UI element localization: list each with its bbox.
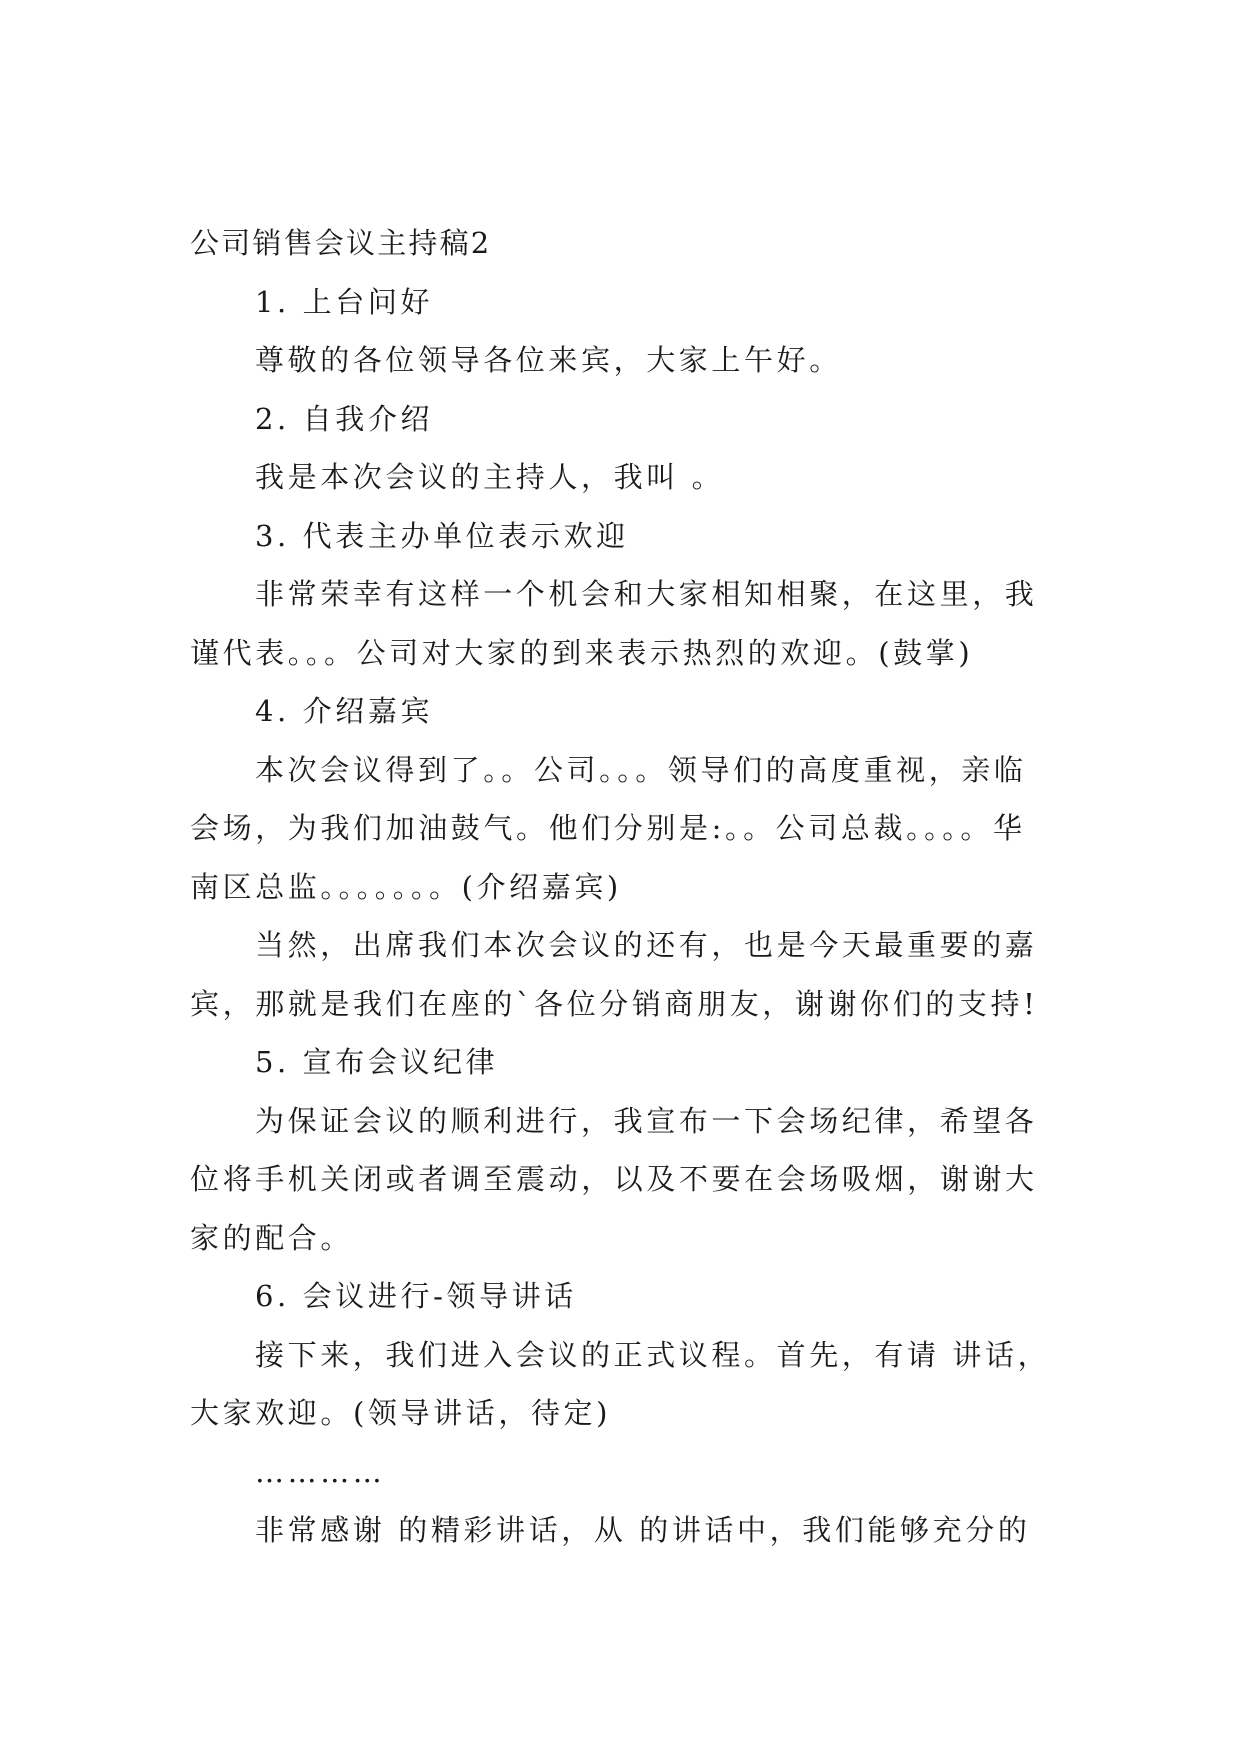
section-heading-5: 5. 宣布会议纪律 — [255, 1045, 499, 1079]
paragraph-line: 为保证会议的顺利进行，我宣布一下会场纪律，希望各 — [255, 1103, 1038, 1138]
section-heading-3: 3. 代表主办单位表示欢迎 — [255, 518, 629, 553]
paragraph-line: 尊敬的各位领导各位来宾，大家上午好。 — [255, 343, 842, 377]
paragraph-line: 家的配合。 — [190, 1220, 354, 1255]
paragraph-line: 会场，为我们加油鼓气。他们分别是:。。公司总裁。。。。华 — [190, 811, 1026, 845]
section-heading-6: 6. 会议进行-领导讲话 — [255, 1279, 577, 1313]
ellipsis-line: ………… — [255, 1454, 386, 1489]
section-heading-4: 4. 介绍嘉宾 — [255, 694, 434, 728]
document-title: 公司销售会议主持稿2 — [190, 226, 492, 260]
paragraph-line: 我是本次会议的主持人，我叫 。 — [255, 460, 725, 494]
paragraph-line: 非常荣幸有这样一个机会和大家相知相聚，在这里，我 — [255, 577, 1038, 611]
paragraph-line: 谨代表。。。公司对大家的到来表示热烈的欢迎。(鼓掌) — [190, 635, 974, 670]
paragraph-line: 本次会议得到了。。公司。。。领导们的高度重视，亲临 — [255, 752, 1027, 787]
paragraph-line: 宾，那就是我们在座的`各位分销商朋友，谢谢你们的支持! — [190, 986, 1039, 1021]
document-body — [190, 214, 1050, 1560]
paragraph-line: 当然，出席我们本次会议的还有，也是今天最重要的嘉 — [255, 928, 1038, 962]
paragraph-line: 位将手机关闭或者调至震动，以及不要在会场吸烟，谢谢大 — [190, 1162, 1038, 1196]
section-heading-2: 2. 自我介绍 — [255, 401, 434, 436]
section-heading-1: 1. 上台问好 — [255, 284, 434, 319]
paragraph-line: 大家欢迎。(领导讲话，待定) — [190, 1396, 612, 1430]
paragraph-line: 非常感谢 的精彩讲话，从 的讲话中，我们能够充分的 — [255, 1513, 1031, 1547]
paragraph-line: 南区总监。。。。。。。(介绍嘉宾) — [190, 869, 622, 904]
paragraph-line: 接下来，我们进入会议的正式议程。首先，有请 讲话， — [255, 1337, 1051, 1372]
